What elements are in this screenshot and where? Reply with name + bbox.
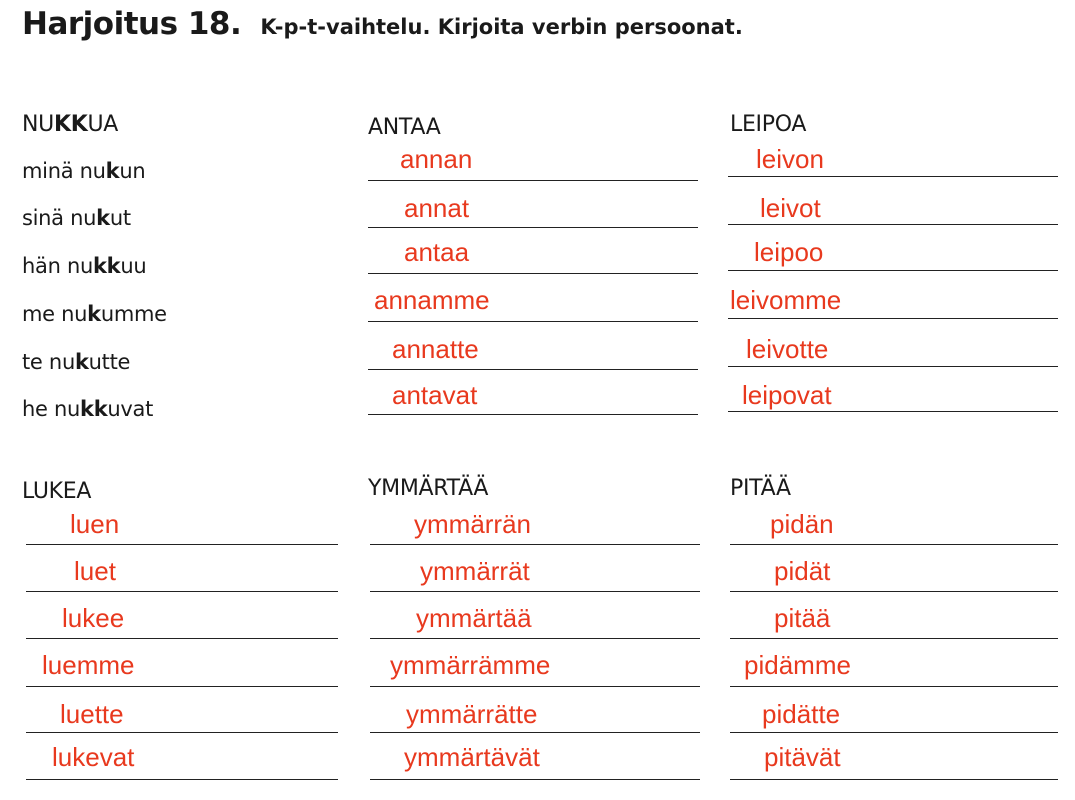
answer-pitaa-1: pidän: [770, 509, 834, 539]
page-title: [22, 6, 743, 42]
answer-lukea-6: lukevat: [52, 742, 135, 772]
answer-line: [728, 366, 1058, 367]
answer-line: [368, 273, 698, 274]
example-row-6: he nukkuvat: [22, 397, 154, 421]
answer-line: [368, 180, 698, 181]
answer-line: [26, 686, 338, 687]
answer-leipoa-1: leivon: [756, 144, 824, 174]
answer-ymmartaa-2: ymmärrät: [420, 556, 530, 586]
answer-line: [730, 638, 1058, 639]
answer-line: [728, 318, 1058, 319]
answer-lukea-3: lukee: [62, 603, 125, 633]
answer-line: [368, 321, 698, 322]
answer-ymmartaa-5: ymmärrätte: [406, 699, 538, 729]
example-row-3: hän nukkuu: [22, 254, 147, 278]
answer-line: [368, 227, 698, 228]
answer-line: [368, 369, 698, 370]
verb-header-lukea: LUKEA: [22, 479, 92, 504]
answer-antaa-4: annamme: [374, 285, 490, 315]
answer-ymmartaa-6: ymmärtävät: [404, 742, 540, 772]
answer-pitaa-2: pidät: [774, 556, 831, 586]
answer-leipoa-2: leivot: [760, 193, 821, 223]
answer-line: [370, 544, 700, 545]
answer-line: [26, 544, 338, 545]
verb-header-leipoa: LEIPOA: [730, 112, 807, 137]
answer-line: [370, 591, 700, 592]
answer-antaa-3: antaa: [404, 237, 470, 267]
answer-line: [730, 544, 1058, 545]
answer-lukea-1: luen: [70, 509, 120, 539]
answer-line: [370, 779, 700, 780]
answer-line: [728, 411, 1058, 412]
answer-line: [730, 732, 1058, 733]
answer-line: [730, 779, 1058, 780]
answer-pitaa-6: pitävät: [764, 742, 841, 772]
answer-line: [370, 638, 700, 639]
answer-pitaa-3: pitää: [774, 603, 831, 633]
answer-leipoa-5: leivotte: [746, 334, 829, 364]
answer-line: [728, 176, 1058, 177]
answer-line: [730, 591, 1058, 592]
answer-line: [26, 591, 338, 592]
answer-line: [26, 638, 338, 639]
answer-antaa-2: annat: [404, 193, 470, 223]
answer-pitaa-4: pidämme: [744, 650, 851, 680]
example-row-5: te nukutte: [22, 350, 131, 374]
example-row-4: me nukumme: [22, 302, 167, 326]
answer-leipoa-4: leivomme: [730, 285, 842, 315]
answer-leipoa-3: leipoo: [754, 237, 824, 267]
example-row-2: sinä nukut: [22, 206, 131, 230]
answer-line: [370, 732, 700, 733]
answer-ymmartaa-1: ymmärrän: [414, 509, 532, 539]
example-row-1: minä nukun: [22, 159, 146, 183]
example-verb-header: NUKKUA: [22, 112, 119, 137]
exercise-instruction: K-p-t-vaihtelu. Kirjoita verbin persoonat.: [260, 15, 743, 39]
answer-antaa-6: antavat: [392, 380, 478, 410]
exercise-number: Harjoitus 18.: [22, 6, 242, 42]
answer-leipoa-6: leipovat: [742, 380, 832, 410]
answer-pitaa-5: pidätte: [762, 699, 841, 729]
answer-line: [368, 414, 698, 415]
verb-header-pitaa: PITÄÄ: [730, 476, 791, 501]
answer-antaa-1: annan: [400, 144, 473, 174]
answer-lukea-2: luet: [74, 556, 116, 586]
answer-ymmartaa-4: ymmärrämme: [390, 650, 551, 680]
answer-line: [26, 779, 338, 780]
answer-line: [728, 224, 1058, 225]
answer-lukea-4: luemme: [42, 650, 135, 680]
answer-line: [730, 686, 1058, 687]
answer-line: [26, 732, 338, 733]
answer-ymmartaa-3: ymmärtää: [416, 603, 532, 633]
answer-line: [728, 270, 1058, 271]
verb-header-antaa: ANTAA: [368, 115, 441, 140]
answer-line: [370, 686, 700, 687]
answer-antaa-5: annatte: [392, 334, 479, 364]
verb-header-ymmartaa: YMMÄRTÄÄ: [368, 476, 489, 501]
answer-lukea-5: luette: [60, 699, 124, 729]
